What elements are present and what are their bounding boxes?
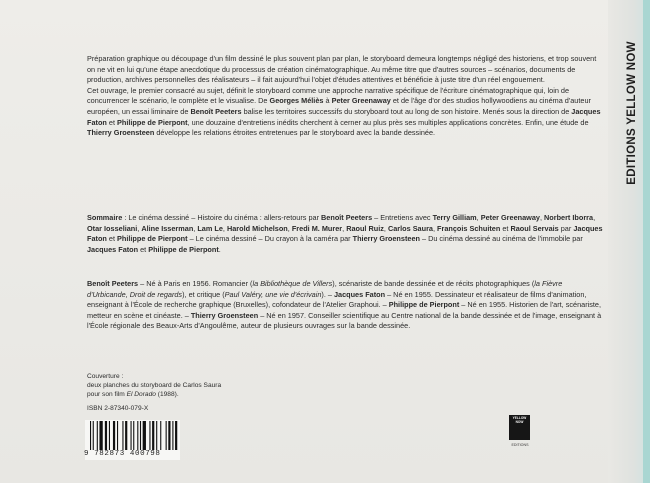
barcode-bar <box>90 421 91 450</box>
logo-line-1: YELLOW <box>512 416 527 420</box>
barcode-icon <box>90 421 178 450</box>
barcode-bar <box>143 421 146 450</box>
barcode-digits: 9 782873 400798 <box>84 450 161 458</box>
cover-credit-line-3: pour son film El Dorado (1988). <box>87 390 179 398</box>
barcode-bar <box>117 421 118 450</box>
spine-publisher-text: EDITIONS YELLOW NOW <box>626 41 638 185</box>
intro-paragraph-2: Cet ouvrage, le premier consacré au sujet, définit le storyboard comme une approche narrative spécifique de l'écriture cinématographique qui, loin de concurrencer le scénario, le complète et le visualise. De Georges Méliès à Peter Greenaway et de l'âge d'or des studios hollywoodiens au cinéma d'auteur européen, un essai liminaire de Benoît Peeters balise les territoires successifs du storyboard tout au long de son histoire. Menés sous la direction de Jacques Faton et Philippe de Pierpont, une douzaine d'entretiens inédits cherchent à cerner au plus près ses multiples applications concrètes. Enfin, une étude de Thierry Groensteen développe les relations étroites entretenues par le storyboard avec la bande dessinée. <box>87 85 601 138</box>
intro-text <box>87 54 605 139</box>
barcode-bar <box>93 421 94 450</box>
author-bios <box>87 279 605 332</box>
sommaire-paragraph: Sommaire : Le cinéma dessiné – Histoire du cinéma : allers-retours par Benoît Peeters – Entretiens avec Terry Gilliam, Peter Greenaway, Norbert Iborra, Otar Iosseliani, Aline Isserman, Lam Le, Harold Michelson, Fredi M. Murer, Raoul Ruiz, Carlos Saura, François Schuiten et Raoul Servais par Jacques Faton et Philippe de Pierpont – Le cinéma dessiné – Du crayon à la caméra par Thierry Groensteen – Du cinéma dessiné au cinéma de l'immobile par Jacques Faton et Philippe de Pierpont. <box>87 213 603 254</box>
barcode-bar <box>99 421 102 450</box>
isbn-number: ISBN 2-87340-079-X <box>87 405 149 412</box>
barcode-bar <box>125 421 127 450</box>
barcode-bar <box>122 421 123 450</box>
barcode-bar <box>105 421 107 450</box>
barcode-bar <box>166 421 167 450</box>
barcode-bar <box>156 421 157 450</box>
barcode-bar <box>113 421 115 450</box>
barcode-bar <box>152 421 154 450</box>
barcode-bar <box>140 421 141 450</box>
cover-credit-line-1: Couverture : <box>87 373 124 380</box>
barcode-bar <box>149 421 150 450</box>
barcode-bar <box>97 421 98 450</box>
spine-color-stripe <box>643 0 650 483</box>
barcode-bar <box>168 421 170 450</box>
table-of-contents <box>87 213 605 255</box>
cover-credit-line-2: deux planches du storyboard de Carlos Saura <box>87 381 222 389</box>
barcode-bar <box>160 421 161 450</box>
logo-caption: EDITIONS <box>511 443 529 447</box>
barcode-bar <box>109 421 110 450</box>
publisher-logo <box>509 415 530 440</box>
barcode-bar <box>131 421 132 450</box>
barcode-bar <box>133 421 134 450</box>
cover-credit <box>87 373 221 399</box>
barcode-bar <box>172 421 173 450</box>
spine-title <box>622 38 642 188</box>
intro-paragraph-1: Préparation graphique ou découpage d'un film dessiné le plus souvent plan par plan, le storyboard demeura longtemps négligé des historiens, et trop souvent on ne vit en lui qu'une étape anecdotique du processus de création cinématographique. Au même titre que d'autres sources – scénarios, documents de production, archives personnelles des réalisateurs – il fait aujourd'hui l'objet d'études attentives et bénéficie à juste titre d'un réel engouement. <box>87 54 597 85</box>
barcode-bar <box>137 421 138 450</box>
logo-line-2: NOW <box>515 419 524 424</box>
barcode-bar <box>175 421 177 450</box>
bios-paragraph: Benoît Peeters – Né à Paris en 1956. Romancier (la Bibliothèque de Villers), scénariste de bande dessinée et de récits photographiques (la Fièvre d'Urbicande, Droit de regards), et critique (Paul Valéry, une vie d'écrivain). – Jacques Faton – Né en 1955. Dessinateur et réalisateur de films d'animation, enseignant à l'École de recherche graphique (Bruxelles), cofondateur de l'Atelier Graphoui. – Philippe de Pierpont – Né en 1955. Historien de l'art, scénariste, metteur en scène et cinéaste. – Thierry Groensteen – Né en 1957. Conseiller scientifique au Centre national de la bande dessinée et de l'image, enseignant à l'École régionale des Beaux-Arts d'Angoulême, auteur de plusieurs ouvrages sur la bande dessinée. <box>87 279 602 331</box>
